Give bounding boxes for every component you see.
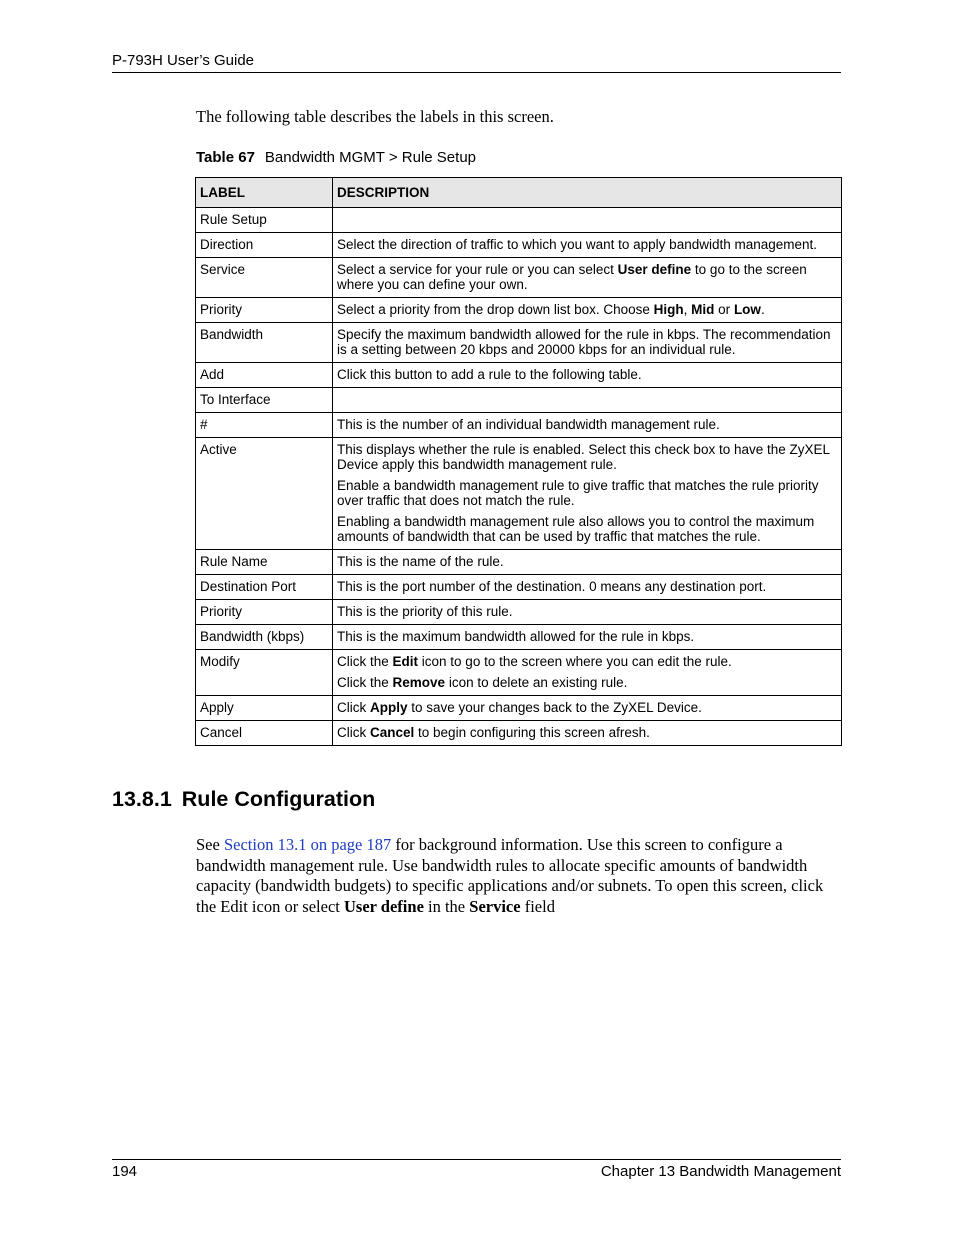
row-label: Rule Setup (196, 208, 333, 233)
table-row (196, 413, 842, 438)
description-paragraph: Select a priority from the drop down list box. Choose High, Mid or Low. (337, 302, 765, 317)
description-paragraph: Enable a bandwidth management rule to give traffic that matches the rule priority over traffic that does not match the rule. (337, 478, 819, 508)
row-description (333, 363, 842, 388)
table-row (196, 721, 842, 746)
row-label: # (196, 413, 333, 438)
chapter-title: Chapter 13 Bandwidth Management (600, 1163, 841, 1180)
row-label: Active (196, 438, 333, 550)
description-paragraph: This is the priority of this rule. (337, 604, 513, 619)
table-row (196, 600, 842, 625)
row-description (333, 388, 842, 413)
page-footer (112, 1159, 841, 1180)
row-description (333, 625, 842, 650)
description-column-header: DESCRIPTION (333, 178, 842, 208)
description-paragraph: This is the maximum bandwidth allowed for the rule in kbps. (337, 629, 695, 644)
row-description (333, 600, 842, 625)
row-description (333, 696, 842, 721)
para-text: in the (423, 896, 470, 916)
label-column-header: LABEL (196, 178, 333, 208)
section-number: 13.8.1 (112, 787, 172, 811)
row-label: Bandwidth (kbps) (196, 625, 333, 650)
table-row (196, 625, 842, 650)
section-heading (112, 787, 375, 812)
row-label: Add (196, 363, 333, 388)
table-caption (196, 149, 476, 166)
table-row (196, 650, 842, 696)
table-number: Table 67 (196, 149, 255, 166)
table-row (196, 323, 842, 363)
description-paragraph (337, 212, 837, 227)
table-row (196, 258, 842, 298)
row-label: Priority (196, 600, 333, 625)
section-paragraph (196, 835, 841, 917)
section-title: Rule Configuration (181, 787, 376, 811)
para-bold: Service (469, 896, 521, 916)
row-label: Priority (196, 298, 333, 323)
row-description (333, 413, 842, 438)
para-bold: User define (344, 896, 424, 916)
table-row (196, 363, 842, 388)
description-paragraph: Click Apply to save your changes back to the ZyXEL Device. (337, 700, 702, 715)
row-description (333, 550, 842, 575)
table-row (196, 233, 842, 258)
description-paragraph (337, 392, 837, 407)
row-label: Direction (196, 233, 333, 258)
description-paragraph: Select the direction of traffic to which you want to apply bandwidth management. (337, 237, 818, 252)
para-text: for background information. Use this screen to configure a bandwidth management rule. Use bandwidth rules to allocate specific amounts of bandwidth capacity (bandwidth budgets) to specific applications and/or subnets. To open this screen, click the Edit icon or select (196, 835, 824, 916)
description-paragraph: This is the port number of the destination. 0 means any destination port. (337, 579, 767, 594)
row-description (333, 208, 842, 233)
para-text: field (520, 896, 555, 916)
row-label: Cancel (196, 721, 333, 746)
table-row (196, 208, 842, 233)
page-number: 194 (112, 1163, 138, 1180)
row-description (333, 650, 842, 696)
description-paragraph: Click Cancel to begin configuring this screen afresh. (337, 725, 650, 740)
description-paragraph: This is the name of the rule. (337, 554, 504, 569)
table-row (196, 696, 842, 721)
row-description (333, 323, 842, 363)
description-paragraph: Specify the maximum bandwidth allowed for the rule in kbps. The recommendation is a setting between 20 kbps and 20000 kbps for an individual rule. (337, 327, 831, 357)
table-body (196, 208, 842, 746)
table-row (196, 298, 842, 323)
section-link[interactable]: Section 13.1 on page 187 (223, 835, 392, 854)
table-row (196, 388, 842, 413)
row-description (333, 438, 842, 550)
row-label: Apply (196, 696, 333, 721)
intro-text: The following table describes the labels in this screen. (196, 107, 554, 126)
row-label: Modify (196, 650, 333, 696)
table-row (196, 575, 842, 600)
description-paragraph: This displays whether the rule is enabled. Select this check box to have the ZyXEL Device apply this bandwidth management rule. (337, 442, 830, 472)
row-description (333, 575, 842, 600)
row-label: Destination Port (196, 575, 333, 600)
row-description (333, 233, 842, 258)
description-paragraph: Enabling a bandwidth management rule also allows you to control the maximum amounts of bandwidth that can be used by traffic that matches the rule. (337, 514, 815, 544)
description-paragraph: Click the Edit icon to go to the screen where you can edit the rule. (337, 654, 732, 669)
para-text: See (196, 835, 224, 854)
guide-title: P-793H User’s Guide (112, 52, 255, 69)
row-description (333, 258, 842, 298)
description-table (195, 177, 842, 746)
page-header (112, 52, 841, 73)
row-label: To Interface (196, 388, 333, 413)
description-paragraph: Click the Remove icon to delete an existing rule. (337, 675, 628, 690)
description-paragraph: Click this button to add a rule to the following table. (337, 367, 642, 382)
description-paragraph: This is the number of an individual bandwidth management rule. (337, 417, 720, 432)
row-description (333, 298, 842, 323)
row-description (333, 721, 842, 746)
table-row (196, 550, 842, 575)
table-row (196, 438, 842, 550)
description-paragraph: Select a service for your rule or you can select User define to go to the screen where you can define your own. (337, 262, 807, 292)
row-label: Bandwidth (196, 323, 333, 363)
row-label: Rule Name (196, 550, 333, 575)
table-header-row (196, 178, 842, 208)
row-label: Service (196, 258, 333, 298)
table-title: Bandwidth MGMT > Rule Setup (264, 149, 476, 166)
